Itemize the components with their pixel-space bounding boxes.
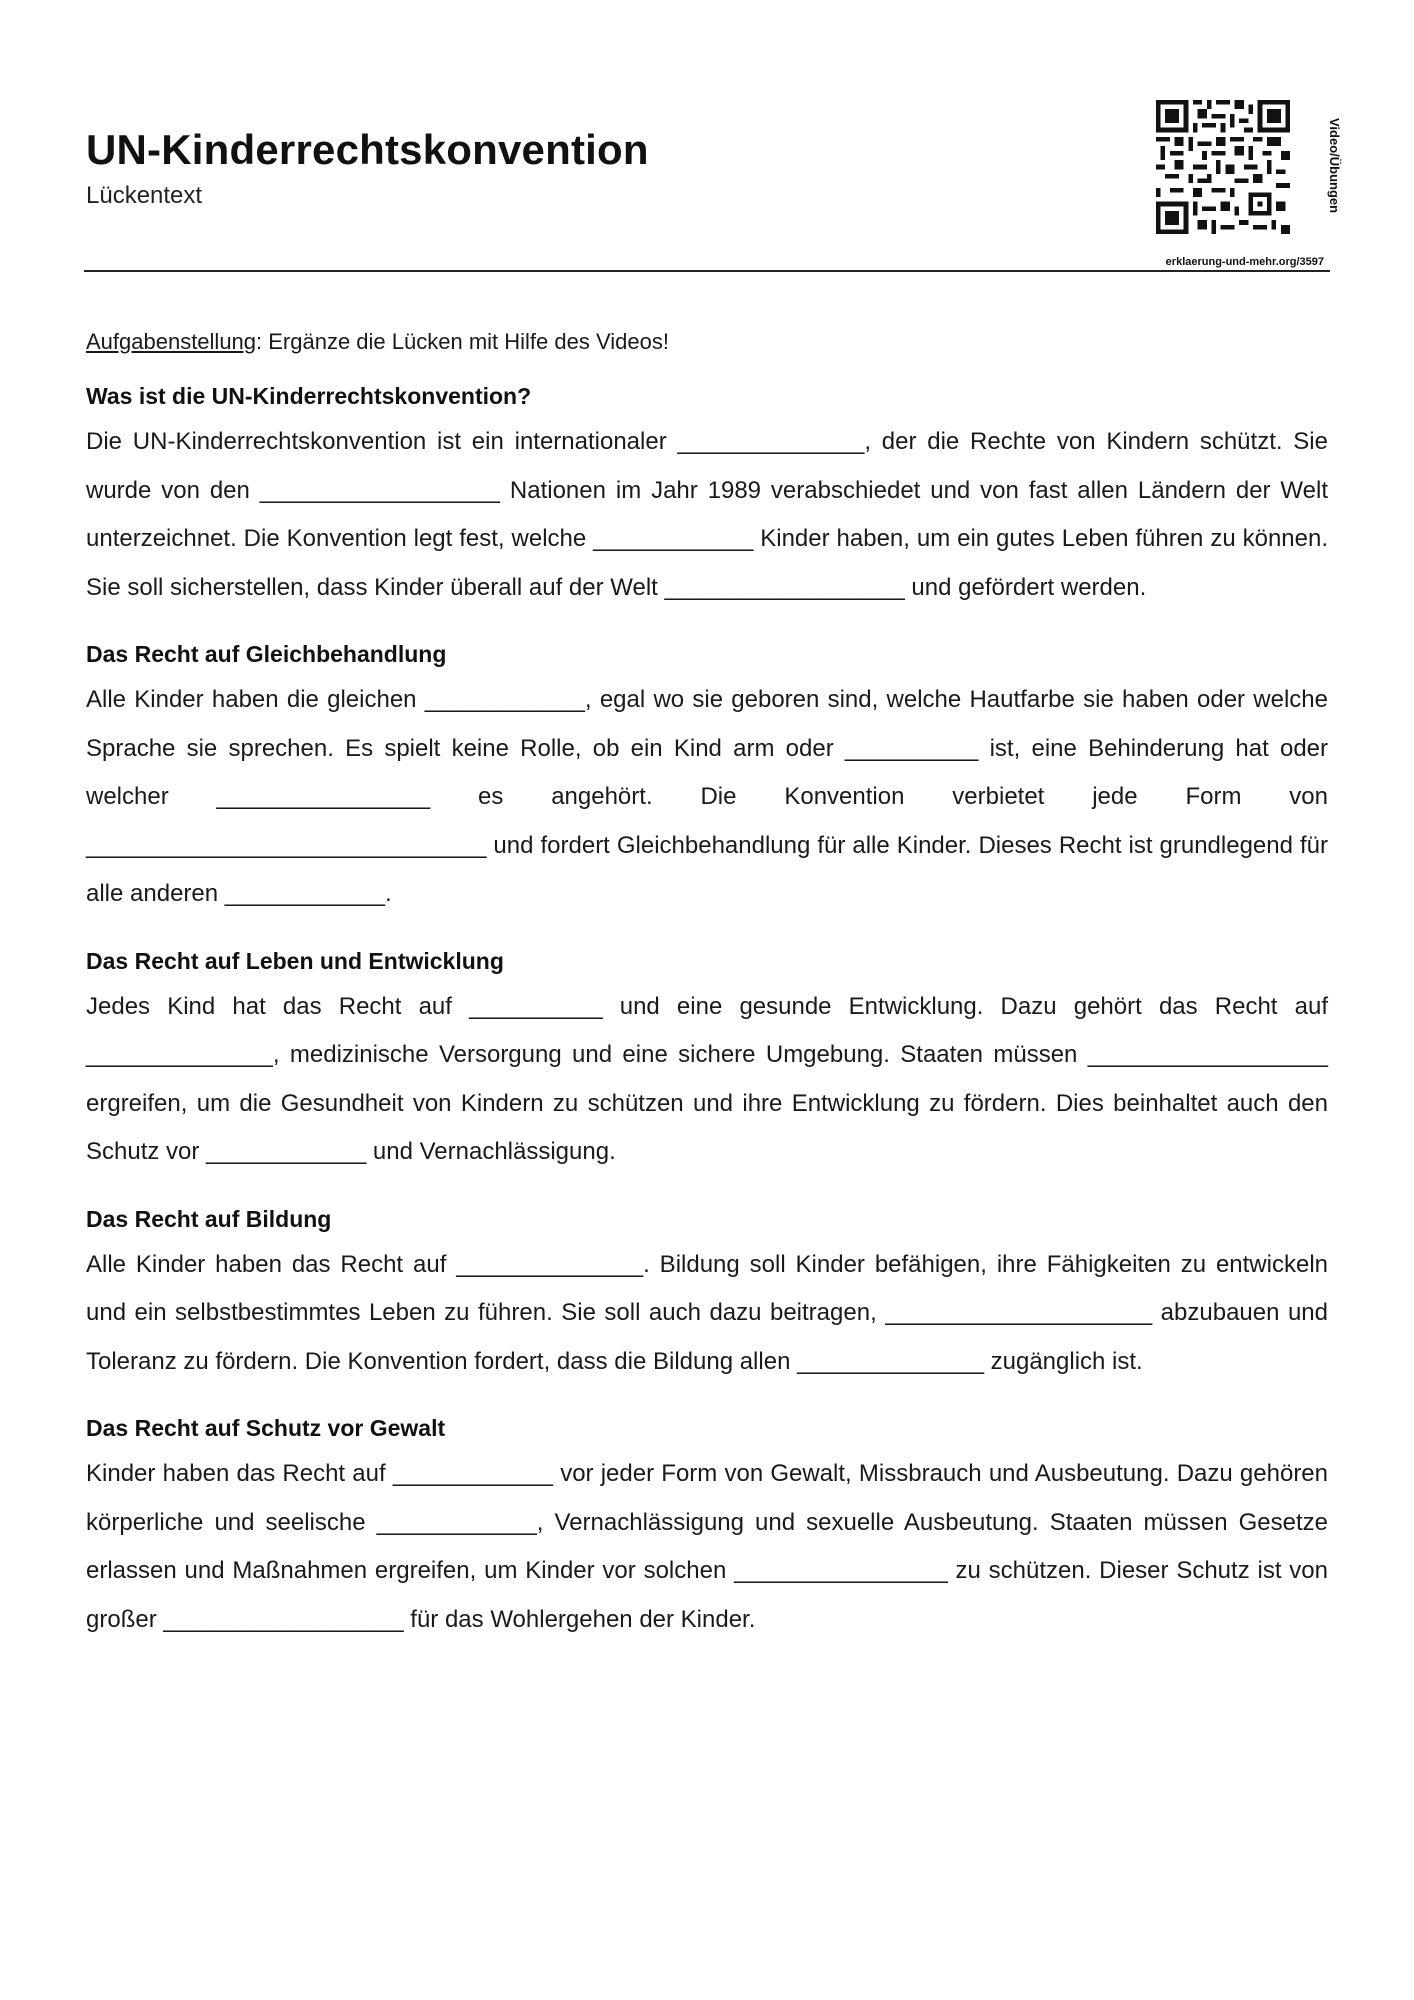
page-subtitle: Lückentext [86, 182, 203, 209]
section-text: Jedes Kind hat das Recht auf __________ und eine gesunde Entwicklung. Dazu gehört das Recht auf ______________, medizinische Versorgung und eine sichere Umgebung. Staaten müssen __________________ ergreifen, um die Gesundheit von Kindern zu schützen und ihre Entwicklung zu fördern. Dies beinhaltet auch den Schutz vor ____________ und Vernachlässigung. [86, 992, 1328, 1165]
section-heading: Das Recht auf Leben und Entwicklung [86, 947, 504, 974]
section-protection-violence [86, 1406, 1328, 1644]
section-life-development [86, 939, 1328, 1177]
header-divider [84, 270, 1330, 272]
task-instruction [86, 322, 1328, 362]
task-text: : Ergänze die Lücken mit Hilfe des Videos! [256, 329, 669, 354]
qr-side-label: Video/Übungen [1327, 118, 1342, 214]
section-what-is-convention [86, 374, 1328, 612]
section-heading: Was ist die UN-Kinderrechtskonvention? [86, 383, 532, 409]
qr-url-link[interactable]: erklaerung-und-mehr.org/3597 [1165, 256, 1324, 268]
section-heading: Das Recht auf Bildung [86, 1205, 332, 1232]
section-equal-treatment [86, 632, 1328, 919]
section-text: Alle Kinder haben die gleichen ____________, egal wo sie geboren sind, welche Hautfarbe sie haben oder welche Sprache sie sprechen. Es spielt keine Rolle, ob ein Kind arm oder __________ ist, eine Behinderung hat oder welcher ________________ es angehört. Die Konvention verbietet jede Form von ______________________________ und fordert Gleichbehandlung für alle Kinder. Dieses Recht ist grundlegend für alle anderen ____________. [86, 686, 1328, 907]
section-text: Kinder haben das Recht auf ____________ vor jeder Form von Gewalt, Missbrauch und Ausbeutung. Dazu gehören körperliche und seelische ____________, Vernachlässigung und sexuelle Ausbeutung. Staaten müssen Gesetze erlassen und Maßnahmen ergreifen, um Kinder vor solchen ________________ zu schützen. Dieser Schutz ist von großer __________________ für das Wohlergehen der Kinder. [86, 1460, 1328, 1633]
task-label: Aufgabenstellung [86, 329, 257, 354]
section-heading: Das Recht auf Schutz vor Gewalt [86, 1415, 446, 1441]
worksheet-content [86, 322, 1328, 1664]
section-heading: Das Recht auf Gleichbehandlung [86, 641, 447, 667]
section-text: Alle Kinder haben das Recht auf ______________. Bildung soll Kinder befähigen, ihre Fähigkeiten zu entwickeln und ein selbstbestimmtes Leben zu führen. Sie soll auch dazu beitragen, ____________________ abzubauen und Toleranz zu fördern. Die Konvention fordert, dass die Bildung allen ______________ zugänglich ist. [86, 1250, 1328, 1375]
section-text: Die UN-Kinderrechtskonvention ist ein internationaler ______________, der die Rechte von Kindern schützt. Sie wurde von den __________________ Nationen im Jahr 1989 verabschiedet und von fast allen Ländern der Welt unterzeichnet. Die Konvention legt fest, welche ____________ Kinder haben, um ein gutes Leben führen zu können. Sie soll sicherstellen, dass Kinder überall auf der Welt __________________ und gefördert werden. [86, 428, 1328, 601]
section-education [86, 1197, 1328, 1387]
qr-code-icon[interactable] [1156, 100, 1290, 234]
page-title: UN-Kinderrechtskonvention [86, 126, 649, 173]
